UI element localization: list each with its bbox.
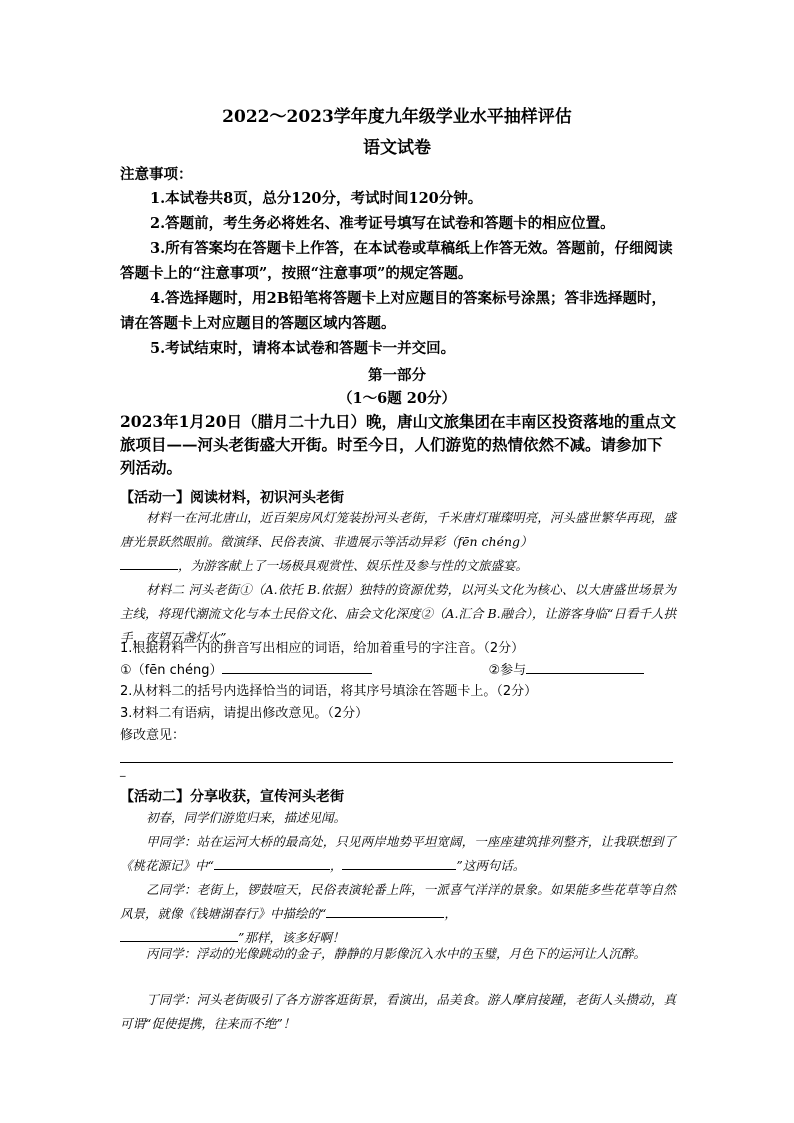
question-1-answers: [120, 660, 676, 681]
exam-title: 2022～2023学年度九年级学业水平抽样评估: [222, 107, 572, 127]
notice-item-4-text: 4.答选择题时，用2B铅笔将答题卡上对应题目的答案标号涂黑；答非选择题时，请在答题卡上对应题目的答题区域内答题。: [120, 290, 666, 332]
q1-answer-a-blank[interactable]: [222, 660, 372, 674]
notice-item-5-text: 5.考试结束时，请将本试卷和答题卡一并交回。: [150, 340, 456, 357]
p1-blank-1[interactable]: [214, 856, 330, 870]
activity2-para-1-end: ”这两句话。: [456, 858, 526, 873]
p2-blank-2[interactable]: [120, 928, 238, 942]
activity2-para-3-text: 丙同学：浮动的光像跳动的金子，静静的月影像沉入水中的玉璧，月色下的运河让人沉醉。: [146, 946, 647, 961]
notice-item-1: [120, 186, 676, 211]
material-2-text: 材料二 河头老街①（A.依托 B.依据）独特的资源优势，以河头文化为核心、以大唐盛世场景为主线，将现代潮流文化与本土民俗文化、庙会文化深度②（A.汇合 B.融合），让游客身临“日看千人拱手，夜望万盏灯火”。: [120, 582, 676, 645]
activity2-para-3: [120, 942, 676, 966]
activity2-para-1-text: 甲同学：站在运河大桥的最高处，只见两岸地势平坦宽阔，一座座建筑排列整齐，让我联想到了《桃花源记》中“: [120, 834, 676, 873]
p2-blank-1[interactable]: [326, 904, 444, 918]
question-1: 1.根据材料一内的拼音写出相应的词语，给加着重号的字注音。（2分）: [120, 641, 525, 656]
activity2-para-4: [120, 988, 676, 1036]
part-range: （1～6题 20分）: [338, 390, 456, 407]
answer-line[interactable]: [120, 762, 673, 763]
notice-heading: 注意事项：: [120, 166, 193, 183]
activity1-heading: 【活动一】阅读材料，初识河头老街: [120, 490, 344, 506]
activity2-para-2-text: 乙同学：老街上，锣鼓喧天，民俗表演轮番上阵，一派喜气洋洋的景象。如果能多些花草等自然风景，就像《钱塘湖春行》中描绘的“: [120, 882, 676, 921]
material-1-end: ，为游客献上了一场极具观赏性、娱乐性及参与性的文旅盛宴。: [178, 558, 529, 573]
material-1: [120, 506, 676, 578]
activity2-heading: 【活动二】分享收获，宣传河头老街: [120, 789, 344, 805]
stray-mark: _: [120, 764, 126, 777]
notice-item-4: [120, 286, 676, 336]
part-name: 第一部分: [368, 367, 426, 384]
notice-item-5: [120, 336, 676, 361]
activity2-para-0-text: 初春，同学们游览归来，描述见闻。: [146, 810, 347, 825]
exam-subtitle: 语文试卷: [363, 138, 431, 158]
question-3-label: 修改意见：: [120, 728, 186, 743]
question-3: 3.材料二有语病，请提出修改意见。（2分）: [120, 706, 369, 721]
q1-answer-a-label: ①（fēn chéng）: [120, 663, 223, 678]
p2-separator: ，: [444, 906, 457, 921]
activity2-para-0: [120, 806, 676, 830]
notice-item-3-text: 3.所有答案均在答题卡上作答，在本试卷或草稿纸上作答无效。答题前，仔细阅读答题卡上的“注意事项”，按照“注意事项”的规定答题。: [120, 240, 673, 282]
activity2-para-1: [120, 830, 676, 878]
notice-item-2-text: 2.答题前，考生务必将姓名、准考证号填写在试卷和答题卡的相应位置。: [150, 215, 615, 232]
q1-answer-b-label: ②参与: [488, 663, 527, 678]
material-1-blank[interactable]: [120, 556, 178, 570]
p1-blank-2[interactable]: [342, 856, 456, 870]
activity2-para-2-end: ”那样，该多好啊！: [238, 930, 345, 945]
activity2-para-4-text: 丁同学：河头老街吸引了各方游客逛街景，看演出，品美食。游人摩肩接踵，老街人头攒动，真可谓“促使提携，往来而不绝”！: [120, 992, 676, 1031]
notice-item-3: [120, 236, 676, 286]
activity2-para-2: [120, 878, 676, 950]
q1-answer-b-blank[interactable]: [526, 660, 644, 674]
question-2: 2.从材料二的括号内选择恰当的词语，将其序号填涂在答题卡上。（2分）: [120, 684, 538, 699]
intro-paragraph: 2023年1月20日（腊月二十九日）晚，唐山文旅集团在丰南区投资落地的重点文旅项目——河头老街盛大开街。时至今日，人们游览的热情依然不减。请参加下列活动。: [120, 412, 676, 477]
notice-item-1-text: 1.本试卷共8页，总分120分，考试时间120分钟。: [150, 190, 483, 207]
material-1-text: 材料一在河北唐山，近百架房风灯笼装扮河头老街，千米唐灯璀璨明亮，河头盛世繁华再现，盛唐光景跃然眼前。徵演绎、民俗表演、非遗展示等活动异彩（fēn chéng）: [120, 510, 676, 549]
p1-separator: ，: [329, 858, 343, 873]
notice-item-2: [120, 211, 676, 236]
